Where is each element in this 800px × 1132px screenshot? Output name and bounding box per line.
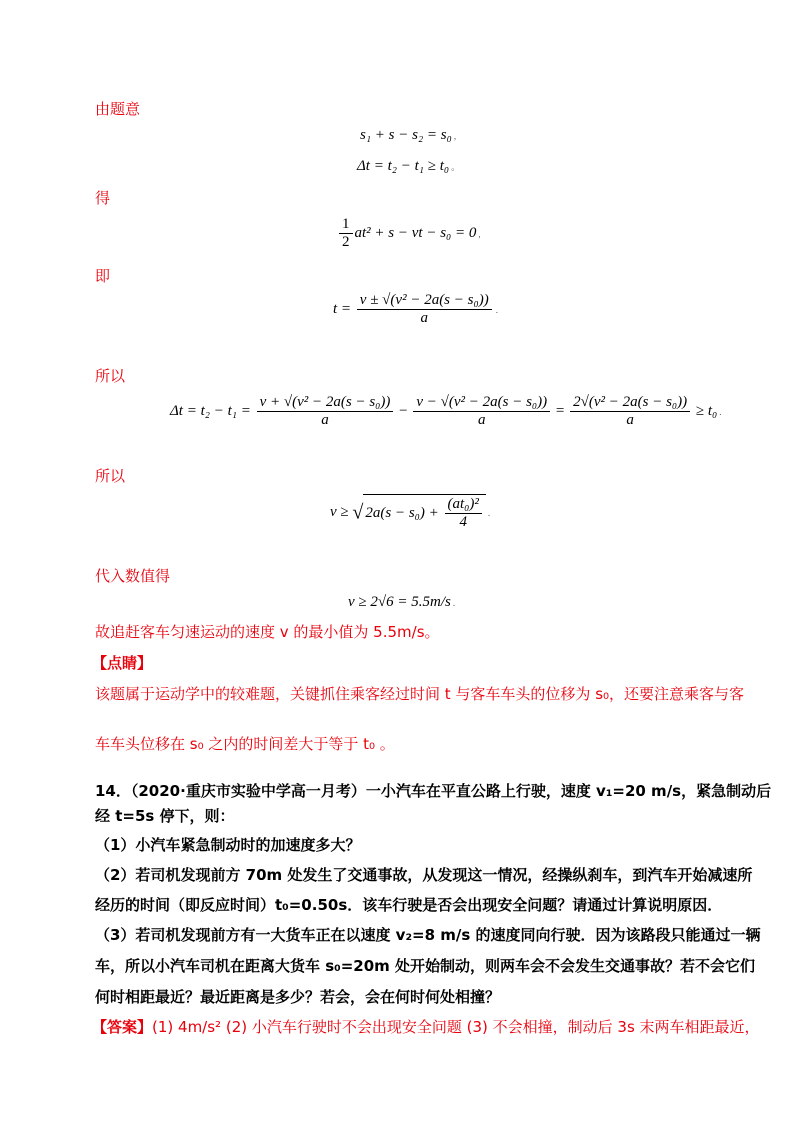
label-substitute: 代入数值得 [95, 567, 171, 585]
equation-6: v ≥ √ 2a(s − s₀) + $\frac{\text{(at₀)²}}{4}$ . [330, 496, 491, 531]
equation-1: s₁ + s − s₂ = s₀ , [360, 127, 457, 143]
answer-tag: 【答案】 [92, 1018, 153, 1036]
equation-6-lhs: v ≥ [330, 504, 349, 521]
answer-text: (1) 4m/s² (2) 小汽车行驶时不会出现安全问题 (3) 不会相撞，制动后 3s 末两车相距最近， [152, 1018, 760, 1036]
comment-tag: 【点睛】 [92, 654, 153, 672]
equation-5-fraction-2-numerator: v − √(v² − 2a(s − s₀)) [413, 394, 550, 412]
label-therefore-2: 所以 [95, 467, 126, 485]
equation-5-fraction-2-denominator: a [478, 412, 486, 429]
question-3-line-3: 何时相距最近？最近距离是多少？若会，会在何时何处相撞？ [95, 988, 501, 1006]
square-root: √ 2a(s − s₀) + $\frac{\text{(at₀)²}}{4}$ [352, 494, 485, 532]
problem-line-2: 经 t=5s 停下，则： [95, 807, 235, 825]
label-get: 得 [95, 189, 111, 207]
label-that-is: 即 [95, 267, 111, 285]
equation-5: Δt = t₂ − t₁ = $\frac{\text{v + √(v² − 2a(s − s₀))}}{a}$ − $\frac{\text{v − √(v² − 2a(s − s₀))}}{a}$ = $\frac{\text{2√(v² − 2a(s − s₀))}}{a}$ ≥ t₀ . [170, 394, 722, 429]
equation-5-fraction-3 [570, 394, 690, 430]
equation-5-lhs: Δt = t₂ − t₁ = [170, 403, 251, 420]
equation-3-text: at² + s − vt − s₀ = 0 [354, 225, 477, 242]
equation-2-text: Δt = t₂ − t₁ ≥ t₀ [357, 158, 450, 174]
equation-3: $\frac{1}{2}$ at² + s − vt − s₀ = 0 , [337, 216, 481, 252]
equation-4-numerator: v ± √(v² − 2a(s − s₀)) [357, 292, 492, 310]
label-by-problem: 由题意 [95, 100, 141, 118]
question-2-line-1: （2）若司机发现前方 70m 处发生了交通事故，从发现这一情况，经操纵刹车，到汽车开始减速所 [95, 866, 753, 884]
equation-5-fraction-3-numerator: 2√(v² − 2a(s − s₀)) [570, 394, 690, 412]
equation-5-fraction-3-denominator: a [626, 412, 634, 429]
equation-4-lhs: t = [333, 301, 352, 318]
equation-4: t = $\frac{\text{v ± √(v² − 2a(s − s₀))}}{a}$ . [333, 292, 498, 327]
equation-6-numerator: (at₀)² [445, 496, 482, 514]
equation-5-rhs: ≥ t₀ [695, 403, 718, 420]
problem-line-1: 14．（2020·重庆市实验中学高一月考）一小汽车在平直公路上行驶，速度 v₁=20 m/s，紧急制动后 [95, 782, 772, 800]
equation-2: Δt = t₂ − t₁ ≥ t₀ 。 [357, 158, 461, 174]
comment-line-1: 该题属于运动学中的较难题，关键抓住乘客经过时间 t 与客车车头的位移为 s₀，还要注意乘客与客 [95, 685, 745, 703]
conclusion-text: 故追赶客车匀速运动的速度 v 的最小值为 5.5m/s。 [95, 623, 440, 641]
answer [92, 1016, 760, 1037]
equation-6-fraction [445, 496, 482, 532]
question-3-line-1: （3）若司机发现前方有一大货车正在以速度 v₂=8 m/s 的速度同向行驶．因为该路段只能通过一辆 [95, 926, 761, 944]
equation-7: v ≥ 2√6 = 5.5m/s . [348, 594, 456, 610]
equation-6-body: 2a(s − s₀) + [365, 505, 439, 522]
comment-line-2: 车车头位移在 s₀ 之内的时间差大于等于 t₀ 。 [95, 735, 395, 753]
question-3-line-2: 车，所以小汽车司机在距离大货车 s₀=20m 处开始制动，则两车会不会发生交通事故？若不会它们 [95, 957, 756, 975]
one-half-fraction: $\frac{1}{2}$ [339, 216, 353, 252]
equation-4-fraction [357, 292, 492, 328]
equation-7-text: v ≥ 2√6 = 5.5m/s [348, 594, 451, 610]
equation-1-text: s₁ + s − s₂ = s₀ [360, 127, 452, 143]
equation-5-fraction-2 [413, 394, 550, 430]
label-therefore-1: 所以 [95, 367, 126, 385]
question-1: （1）小汽车紧急制动时的加速度多大？ [95, 836, 361, 854]
equation-5-fraction-1 [257, 394, 394, 430]
equation-5-fraction-1-numerator: v + √(v² − 2a(s − s₀)) [257, 394, 394, 412]
question-2-line-2: 经历的时间（即反应时间）t₀=0.50s．该车行驶是否会出现安全问题？请通过计算说明原因． [95, 896, 723, 914]
equation-5-fraction-1-denominator: a [321, 412, 329, 429]
equation-4-denominator: a [420, 310, 428, 327]
equation-6-denominator: 4 [459, 514, 467, 531]
